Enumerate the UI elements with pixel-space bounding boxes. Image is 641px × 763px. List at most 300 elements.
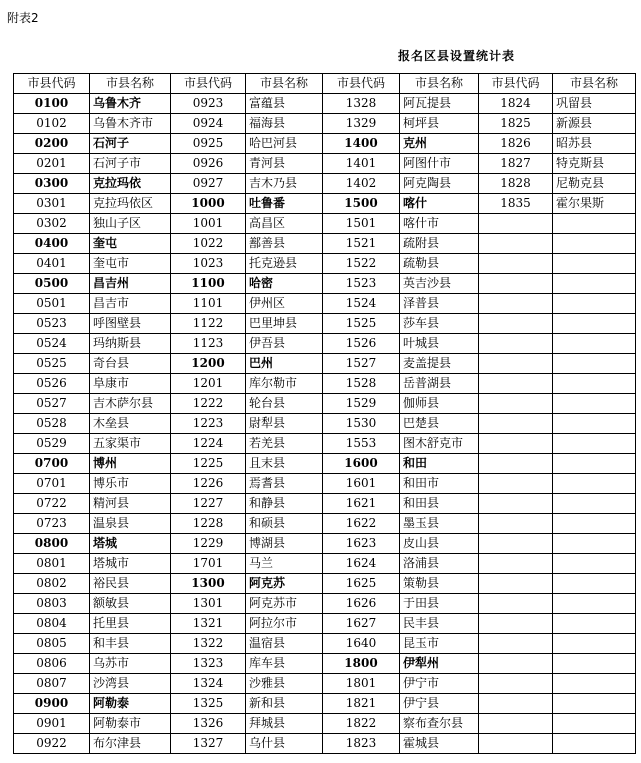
county-name-cell: 阿图什市 [400, 154, 479, 174]
county-name-cell: 奎屯 [90, 234, 171, 254]
county-name-cell: 托里县 [90, 614, 171, 634]
table-row [14, 294, 636, 314]
county-code-cell: 1402 [323, 174, 400, 194]
table-row [14, 394, 636, 414]
county-name-cell [553, 354, 636, 374]
county-code-cell: 1324 [171, 674, 246, 694]
county-code-cell: 1701 [171, 554, 246, 574]
county-code-cell: 1527 [323, 354, 400, 374]
county-name-cell: 昭苏县 [553, 134, 636, 154]
county-name-cell: 博湖县 [246, 534, 323, 554]
county-name-cell: 吉木萨尔县 [90, 394, 171, 414]
county-name-cell: 沙雅县 [246, 674, 323, 694]
table-row [14, 674, 636, 694]
county-code-cell: 1401 [323, 154, 400, 174]
county-name-cell: 克拉玛依区 [90, 194, 171, 214]
county-code-cell [479, 714, 553, 734]
table-row [14, 514, 636, 534]
county-code-cell: 1327 [171, 734, 246, 754]
county-name-cell: 青河县 [246, 154, 323, 174]
county-name-cell: 伊吾县 [246, 334, 323, 354]
county-name-cell: 和静县 [246, 494, 323, 514]
county-code-cell: 1600 [323, 454, 400, 474]
county-name-cell: 察布查尔县 [400, 714, 479, 734]
county-code-cell: 1521 [323, 234, 400, 254]
county-code-cell: 1226 [171, 474, 246, 494]
county-name-cell: 图木舒克市 [400, 434, 479, 454]
county-name-cell: 喀什市 [400, 214, 479, 234]
county-code-cell: 1323 [171, 654, 246, 674]
county-name-cell: 昌吉州 [90, 274, 171, 294]
county-code-cell: 0802 [14, 574, 90, 594]
county-code-cell: 0926 [171, 154, 246, 174]
county-name-cell: 泽普县 [400, 294, 479, 314]
county-code-cell: 0528 [14, 414, 90, 434]
header-name-4: 市县名称 [553, 74, 636, 94]
county-name-cell: 吉木乃县 [246, 174, 323, 194]
county-code-cell: 0401 [14, 254, 90, 274]
county-name-cell: 博州 [90, 454, 171, 474]
header-name-2: 市县名称 [246, 74, 323, 94]
county-code-cell: 0900 [14, 694, 90, 714]
county-code-cell: 0722 [14, 494, 90, 514]
county-code-cell: 1525 [323, 314, 400, 334]
county-name-cell: 焉耆县 [246, 474, 323, 494]
county-code-cell: 0800 [14, 534, 90, 554]
county-code-cell: 1326 [171, 714, 246, 734]
county-name-cell: 博乐市 [90, 474, 171, 494]
county-code-cell [479, 474, 553, 494]
county-name-cell: 克州 [400, 134, 479, 154]
county-code-cell: 1227 [171, 494, 246, 514]
county-name-cell: 拜城县 [246, 714, 323, 734]
county-code-cell: 0803 [14, 594, 90, 614]
county-name-cell [553, 294, 636, 314]
county-name-cell: 乌苏市 [90, 654, 171, 674]
county-code-cell: 1101 [171, 294, 246, 314]
county-code-cell: 1225 [171, 454, 246, 474]
county-name-cell: 策勒县 [400, 574, 479, 594]
county-code-cell [479, 554, 553, 574]
county-code-cell: 1122 [171, 314, 246, 334]
county-code-cell: 1621 [323, 494, 400, 514]
county-code-cell: 1626 [323, 594, 400, 614]
county-code-cell: 1821 [323, 694, 400, 714]
county-code-cell: 0901 [14, 714, 90, 734]
county-name-cell: 阿勒泰 [90, 694, 171, 714]
county-name-cell: 石河子 [90, 134, 171, 154]
county-code-cell: 1835 [479, 194, 553, 214]
county-name-cell [553, 314, 636, 334]
table-row [14, 154, 636, 174]
header-row [14, 74, 636, 94]
county-name-cell [553, 634, 636, 654]
county-name-cell [553, 234, 636, 254]
county-name-cell: 温宿县 [246, 634, 323, 654]
county-name-cell: 莎车县 [400, 314, 479, 334]
county-code-cell: 1301 [171, 594, 246, 614]
table-row [14, 234, 636, 254]
county-code-cell: 0723 [14, 514, 90, 534]
county-code-cell: 1023 [171, 254, 246, 274]
county-code-cell: 1328 [323, 94, 400, 114]
county-code-cell [479, 254, 553, 274]
county-code-cell: 0200 [14, 134, 90, 154]
county-name-cell: 阿瓦提县 [400, 94, 479, 114]
county-code-cell [479, 334, 553, 354]
county-code-cell [479, 634, 553, 654]
county-code-cell: 1524 [323, 294, 400, 314]
table-row [14, 734, 636, 754]
county-name-cell: 五家渠市 [90, 434, 171, 454]
county-name-cell [553, 574, 636, 594]
county-name-cell [553, 274, 636, 294]
county-code-cell: 0923 [171, 94, 246, 114]
county-code-cell [479, 534, 553, 554]
county-code-cell [479, 234, 553, 254]
county-name-cell: 富蕴县 [246, 94, 323, 114]
county-name-cell: 和硕县 [246, 514, 323, 534]
county-name-cell [553, 714, 636, 734]
header-code-1: 市县代码 [14, 74, 90, 94]
county-name-cell [553, 374, 636, 394]
county-name-cell: 玛纳斯县 [90, 334, 171, 354]
table-row [14, 274, 636, 294]
county-code-cell: 1321 [171, 614, 246, 634]
county-code-cell: 1523 [323, 274, 400, 294]
county-code-cell: 1522 [323, 254, 400, 274]
county-name-cell: 霍城县 [400, 734, 479, 754]
county-name-cell: 且末县 [246, 454, 323, 474]
county-name-cell [553, 614, 636, 634]
county-code-cell: 1123 [171, 334, 246, 354]
county-name-cell: 阿克陶县 [400, 174, 479, 194]
county-code-cell [479, 314, 553, 334]
county-code-cell: 1640 [323, 634, 400, 654]
table-row [14, 454, 636, 474]
county-code-cell [479, 414, 553, 434]
county-name-cell: 霍尔果斯 [553, 194, 636, 214]
county-code-cell [479, 594, 553, 614]
table-row [14, 434, 636, 454]
county-name-cell: 伽师县 [400, 394, 479, 414]
county-name-cell: 和田 [400, 454, 479, 474]
county-code-cell [479, 294, 553, 314]
county-name-cell: 新源县 [553, 114, 636, 134]
county-code-cell: 0529 [14, 434, 90, 454]
county-code-cell [479, 354, 553, 374]
county-name-cell: 新和县 [246, 694, 323, 714]
county-name-cell: 奎屯市 [90, 254, 171, 274]
county-name-cell: 伊州区 [246, 294, 323, 314]
header-code-2: 市县代码 [171, 74, 246, 94]
county-name-cell [553, 334, 636, 354]
table-row [14, 354, 636, 374]
county-code-cell: 0924 [171, 114, 246, 134]
county-code-cell: 1200 [171, 354, 246, 374]
county-name-cell: 呼图壁县 [90, 314, 171, 334]
county-code-cell [479, 694, 553, 714]
table-row [14, 714, 636, 734]
county-name-cell [553, 554, 636, 574]
county-code-cell: 1623 [323, 534, 400, 554]
county-name-cell [553, 514, 636, 534]
county-code-cell: 1322 [171, 634, 246, 654]
header-code-4: 市县代码 [479, 74, 553, 94]
county-name-cell: 鄯善县 [246, 234, 323, 254]
county-code-cell [479, 614, 553, 634]
county-code-cell: 0527 [14, 394, 90, 414]
county-code-cell: 1824 [479, 94, 553, 114]
county-code-cell: 1224 [171, 434, 246, 454]
county-name-cell [553, 734, 636, 754]
county-name-cell: 阿克苏市 [246, 594, 323, 614]
county-name-cell: 沙湾县 [90, 674, 171, 694]
county-code-cell: 0301 [14, 194, 90, 214]
county-code-cell: 0100 [14, 94, 90, 114]
county-name-cell: 乌鲁木齐 [90, 94, 171, 114]
county-name-cell: 裕民县 [90, 574, 171, 594]
county-code-cell: 1801 [323, 674, 400, 694]
county-code-cell: 1228 [171, 514, 246, 534]
county-name-cell: 托克逊县 [246, 254, 323, 274]
county-code-cell [479, 274, 553, 294]
county-code-cell: 0526 [14, 374, 90, 394]
county-name-cell: 福海县 [246, 114, 323, 134]
county-code-cell: 1627 [323, 614, 400, 634]
county-code-cell: 0807 [14, 674, 90, 694]
county-name-cell: 独山子区 [90, 214, 171, 234]
table-row [14, 614, 636, 634]
county-name-cell: 额敏县 [90, 594, 171, 614]
county-code-cell: 1625 [323, 574, 400, 594]
county-name-cell: 乌鲁木齐市 [90, 114, 171, 134]
table-title: 报名区县设置统计表 [398, 49, 516, 63]
county-code-cell: 0102 [14, 114, 90, 134]
county-name-cell [553, 654, 636, 674]
table-row [14, 534, 636, 554]
table-row [14, 594, 636, 614]
county-name-cell: 哈密 [246, 274, 323, 294]
county-code-cell: 1828 [479, 174, 553, 194]
county-code-cell: 1822 [323, 714, 400, 734]
appendix-label: 附表2 [7, 11, 39, 25]
county-code-cell: 0700 [14, 454, 90, 474]
table-row [14, 194, 636, 214]
county-name-cell [553, 414, 636, 434]
table-row [14, 574, 636, 594]
county-name-cell: 库车县 [246, 654, 323, 674]
county-name-cell [553, 454, 636, 474]
county-code-cell: 0524 [14, 334, 90, 354]
county-code-cell: 1022 [171, 234, 246, 254]
county-name-cell: 洛浦县 [400, 554, 479, 574]
county-name-cell: 昌吉市 [90, 294, 171, 314]
table-row [14, 374, 636, 394]
county-name-cell: 阿克苏 [246, 574, 323, 594]
county-name-cell [553, 474, 636, 494]
county-name-cell [553, 694, 636, 714]
county-name-cell: 巴州 [246, 354, 323, 374]
county-code-cell [479, 674, 553, 694]
county-code-cell [479, 214, 553, 234]
header-name-3: 市县名称 [400, 74, 479, 94]
table-row [14, 254, 636, 274]
county-name-cell [553, 534, 636, 554]
county-name-cell [553, 214, 636, 234]
table-row [14, 634, 636, 654]
county-name-cell: 柯坪县 [400, 114, 479, 134]
county-code-cell: 1201 [171, 374, 246, 394]
header-code-3: 市县代码 [323, 74, 400, 94]
county-name-cell [553, 434, 636, 454]
county-code-cell: 1229 [171, 534, 246, 554]
county-name-cell [553, 594, 636, 614]
county-name-cell: 阿拉尔市 [246, 614, 323, 634]
table-row [14, 114, 636, 134]
county-code-cell: 0201 [14, 154, 90, 174]
header-name-1: 市县名称 [90, 74, 171, 94]
table-row [14, 334, 636, 354]
county-code-cell: 1624 [323, 554, 400, 574]
county-code-cell [479, 374, 553, 394]
county-name-cell: 和田市 [400, 474, 479, 494]
county-code-cell [479, 734, 553, 754]
county-name-cell: 若羌县 [246, 434, 323, 454]
county-name-cell: 叶城县 [400, 334, 479, 354]
county-code-cell: 1526 [323, 334, 400, 354]
county-name-cell: 布尔津县 [90, 734, 171, 754]
county-name-cell: 疏勒县 [400, 254, 479, 274]
county-code-cell: 1100 [171, 274, 246, 294]
county-code-cell: 0501 [14, 294, 90, 314]
county-code-cell: 0300 [14, 174, 90, 194]
county-code-cell: 1400 [323, 134, 400, 154]
table-row [14, 554, 636, 574]
county-code-table [13, 73, 636, 754]
county-name-cell: 奇台县 [90, 354, 171, 374]
county-code-cell: 0806 [14, 654, 90, 674]
county-name-cell [553, 674, 636, 694]
county-code-cell: 0500 [14, 274, 90, 294]
county-code-cell: 0805 [14, 634, 90, 654]
county-name-cell [553, 494, 636, 514]
county-name-cell: 伊宁市 [400, 674, 479, 694]
table-row [14, 474, 636, 494]
county-name-cell: 库尔勒市 [246, 374, 323, 394]
county-name-cell: 伊犁州 [400, 654, 479, 674]
county-name-cell: 克拉玛依 [90, 174, 171, 194]
county-code-cell [479, 654, 553, 674]
county-name-cell: 木垒县 [90, 414, 171, 434]
county-name-cell: 乌什县 [246, 734, 323, 754]
county-name-cell: 疏附县 [400, 234, 479, 254]
county-name-cell: 塔城市 [90, 554, 171, 574]
county-name-cell: 于田县 [400, 594, 479, 614]
county-code-cell: 1325 [171, 694, 246, 714]
county-code-cell [479, 514, 553, 534]
county-code-cell: 1529 [323, 394, 400, 414]
table-row [14, 94, 636, 114]
table-row [14, 314, 636, 334]
county-code-cell: 1827 [479, 154, 553, 174]
county-name-cell: 塔城 [90, 534, 171, 554]
county-name-cell: 昆玉市 [400, 634, 479, 654]
county-code-cell: 0922 [14, 734, 90, 754]
county-code-cell: 1530 [323, 414, 400, 434]
county-code-cell: 1300 [171, 574, 246, 594]
county-name-cell: 轮台县 [246, 394, 323, 414]
county-name-cell: 石河子市 [90, 154, 171, 174]
county-name-cell [553, 394, 636, 414]
county-code-cell: 1826 [479, 134, 553, 154]
county-name-cell: 岳普湖县 [400, 374, 479, 394]
county-code-cell: 1601 [323, 474, 400, 494]
county-code-cell: 0400 [14, 234, 90, 254]
county-code-cell: 1500 [323, 194, 400, 214]
county-code-cell: 1223 [171, 414, 246, 434]
table-row [14, 174, 636, 194]
county-name-cell: 喀什 [400, 194, 479, 214]
county-name-cell: 英吉沙县 [400, 274, 479, 294]
county-name-cell: 吐鲁番 [246, 194, 323, 214]
table-row [14, 494, 636, 514]
county-name-cell: 高昌区 [246, 214, 323, 234]
county-code-cell: 0801 [14, 554, 90, 574]
county-code-cell [479, 494, 553, 514]
county-name-cell: 麦盖提县 [400, 354, 479, 374]
county-code-cell: 1622 [323, 514, 400, 534]
county-name-cell: 温泉县 [90, 514, 171, 534]
table-row [14, 134, 636, 154]
county-code-cell: 1000 [171, 194, 246, 214]
county-name-cell: 墨玉县 [400, 514, 479, 534]
county-code-cell: 1528 [323, 374, 400, 394]
county-name-cell: 巴楚县 [400, 414, 479, 434]
county-code-cell: 1553 [323, 434, 400, 454]
county-code-cell: 0523 [14, 314, 90, 334]
table-row [14, 654, 636, 674]
county-name-cell: 巴里坤县 [246, 314, 323, 334]
county-name-cell: 阜康市 [90, 374, 171, 394]
county-code-cell: 0302 [14, 214, 90, 234]
county-name-cell: 巩留县 [553, 94, 636, 114]
table-row [14, 414, 636, 434]
county-code-cell [479, 394, 553, 414]
county-name-cell: 马兰 [246, 554, 323, 574]
county-name-cell: 哈巴河县 [246, 134, 323, 154]
county-name-cell: 精河县 [90, 494, 171, 514]
county-code-cell: 0525 [14, 354, 90, 374]
county-name-cell: 特克斯县 [553, 154, 636, 174]
county-code-cell: 1329 [323, 114, 400, 134]
county-code-cell: 1222 [171, 394, 246, 414]
county-name-cell: 阿勒泰市 [90, 714, 171, 734]
county-name-cell [553, 254, 636, 274]
county-name-cell: 和丰县 [90, 634, 171, 654]
county-code-cell: 1800 [323, 654, 400, 674]
county-name-cell: 皮山县 [400, 534, 479, 554]
table-body [14, 74, 636, 754]
county-code-cell: 1823 [323, 734, 400, 754]
county-code-cell: 1501 [323, 214, 400, 234]
table-row [14, 694, 636, 714]
county-name-cell: 民丰县 [400, 614, 479, 634]
county-code-cell: 1001 [171, 214, 246, 234]
county-name-cell: 尼勒克县 [553, 174, 636, 194]
county-code-cell: 0925 [171, 134, 246, 154]
county-code-cell [479, 434, 553, 454]
